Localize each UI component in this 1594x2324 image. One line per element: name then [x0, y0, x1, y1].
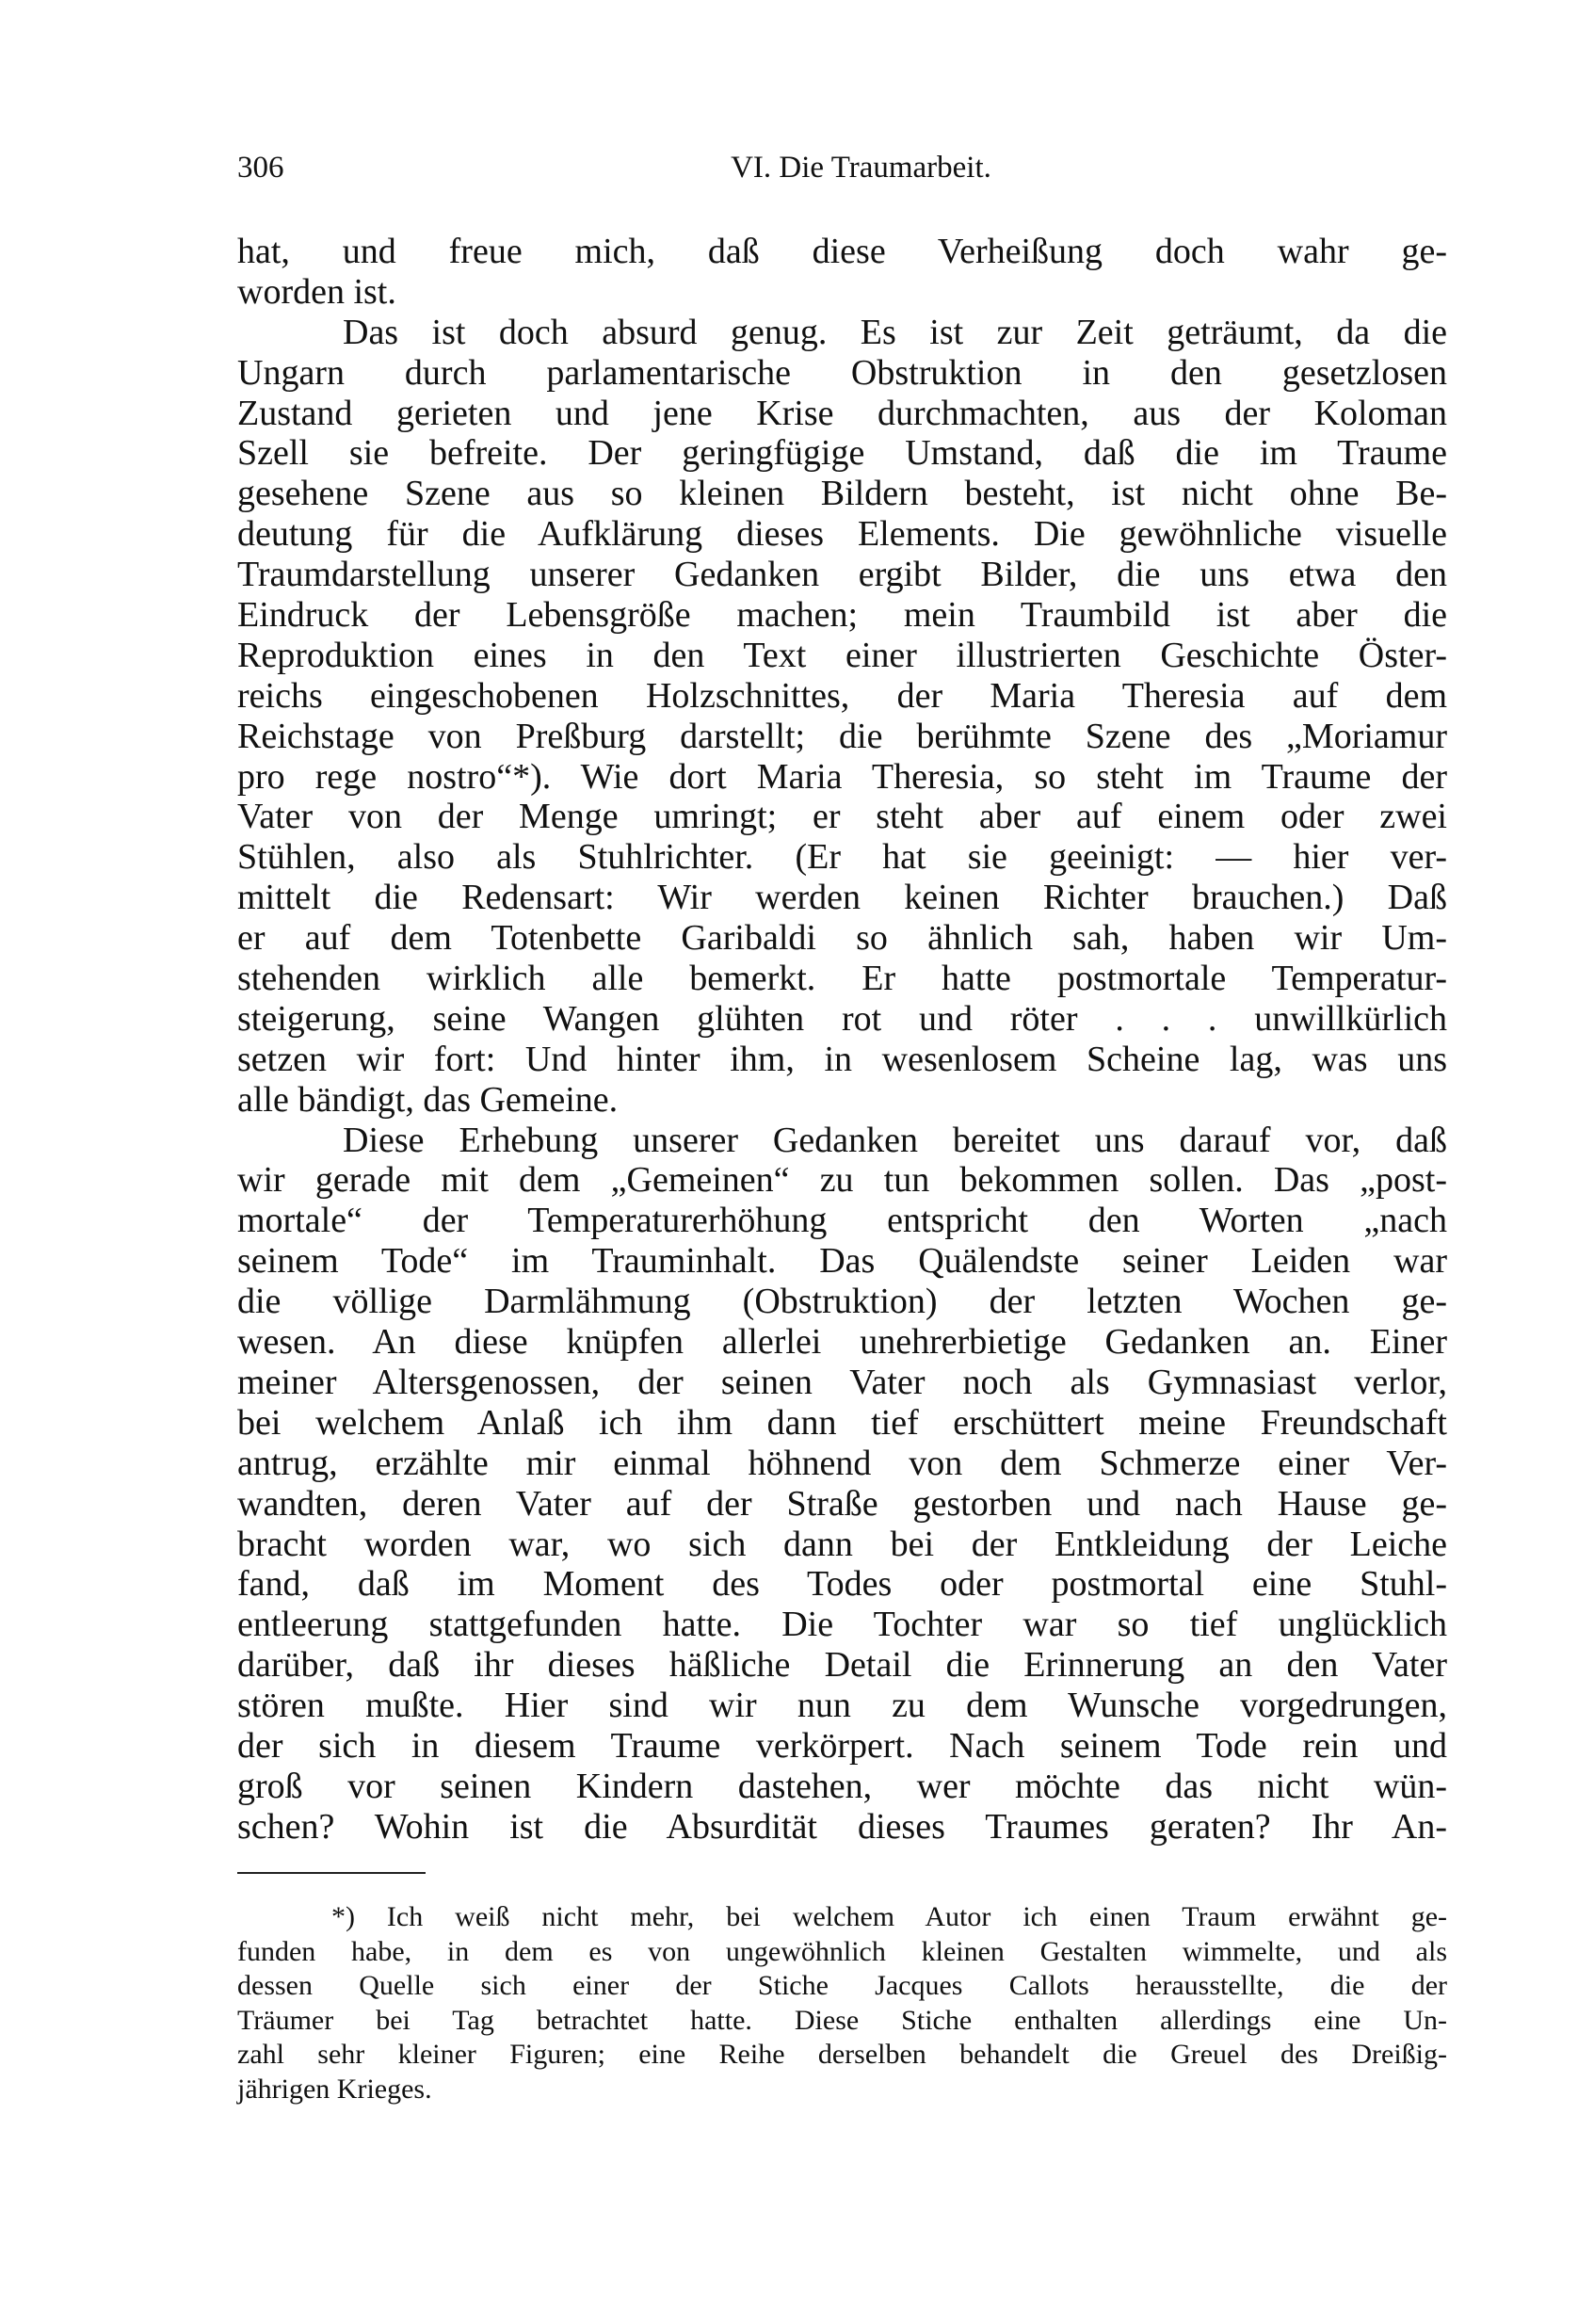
text-line: Diese Erhebung unserer Gedanken bereitet uns darauf vor, daß	[343, 1120, 1447, 1160]
text-line: er auf dem Totenbette Garibaldi so ähnlich sah, haben wir Um-	[237, 918, 1447, 959]
text-line: deutung für die Aufklärung dieses Elements. Die gewöhnliche visuelle	[237, 514, 1447, 555]
text-line: Traumdarstellung unserer Gedanken ergibt Bilder, die uns etwa den	[237, 555, 1447, 595]
footnote-line: *) Ich weiß nicht mehr, bei welchem Autor ich einen Traum erwähnt ge-	[331, 1901, 1447, 1932]
text-line: Stühlen, also als Stuhlrichter. (Er hat sie geeinigt: — hier ver-	[237, 837, 1447, 878]
footnote-divider	[237, 1872, 426, 1874]
text-line: seinem Tode“ im Trauminhalt. Das Quälendste seiner Leiden war	[237, 1241, 1447, 1282]
text-line: reichs eingeschobenen Holzschnittes, der Maria Theresia auf dem	[237, 675, 1447, 716]
text-line: stören mußte. Hier sind wir nun zu dem Wunsche vorgedrungen,	[237, 1686, 1447, 1726]
text-line: schen? Wohin ist die Absurdität dieses Traumes geraten? Ihr An-	[237, 1806, 1447, 1847]
text-line: worden ist.	[237, 271, 396, 312]
text-line: pro rege nostro“*). Wie dort Maria Theresia, so steht im Traume der	[237, 756, 1447, 797]
footnote-line: zahl sehr kleiner Figuren; eine Reihe derselben behandelt die Greuel des Dreißig-	[237, 2039, 1447, 2070]
text-line: stehenden wirklich alle bemerkt. Er hatte postmortale Temperatur-	[237, 959, 1447, 999]
footnote-line: funden habe, in dem es von ungewöhnlich kleinen Gestalten wimmelte, und als	[237, 1935, 1447, 1967]
text-line: der sich in diesem Traume verkörpert. Nach seinem Tode rein und	[237, 1725, 1447, 1766]
text-line: entleerung stattgefunden hatte. Die Tochter war so tief unglücklich	[237, 1605, 1447, 1645]
text-line: Szell sie befreite. Der geringfügige Umstand, daß die im Traume	[237, 433, 1447, 474]
text-line: wandten, deren Vater auf der Straße gestorben und nach Hause ge-	[237, 1483, 1447, 1524]
text-line: darüber, daß ihr dieses häßliche Detail die Erinnerung an den Vater	[237, 1645, 1447, 1686]
text-line: Das ist doch absurd genug. Es ist zur Zeit geträumt, da die	[343, 312, 1447, 352]
page-number: 306	[237, 151, 284, 185]
text-line: die völlige Darmlähmung (Obstruktion) der letzten Wochen ge-	[237, 1282, 1447, 1322]
body-text	[237, 232, 1447, 1848]
text-line: antrug, erzählte mir einmal höhnend von dem Schmerze einer Ver-	[237, 1443, 1447, 1483]
footnote	[237, 1900, 1447, 2106]
text-line: Reproduktion eines in den Text einer illustrierten Geschichte Öster-	[237, 635, 1447, 675]
footnote-line: dessen Quelle sich einer der Stiche Jacques Callots herausstellte, die der	[237, 1970, 1447, 2001]
text-line: setzen wir fort: Und hinter ihm, in wesenlosem Scheine lag, was uns	[237, 1039, 1447, 1079]
text-line: alle bändigt, das Gemeine.	[237, 1079, 619, 1120]
text-line: meiner Altersgenossen, der seinen Vater noch als Gymnasiast verlor,	[237, 1362, 1447, 1402]
text-line: Eindruck der Lebensgröße machen; mein Traumbild ist aber die	[237, 595, 1447, 636]
text-line: Zustand gerieten und jene Krise durchmachten, aus der Koloman	[237, 393, 1447, 433]
text-line: wesen. An diese knüpfen allerlei unehrerbietige Gedanken an. Einer	[237, 1322, 1447, 1363]
running-title: VI. Die Traumarbeit.	[731, 151, 991, 185]
text-line: groß vor seinen Kindern dastehen, wer möchte das nicht wün-	[237, 1766, 1447, 1806]
text-line: mittelt die Redensart: Wir werden keinen Richter brauchen.) Daß	[237, 878, 1447, 918]
text-line: hat, und freue mich, daß diese Verheißung doch wahr ge-	[237, 232, 1447, 271]
footnote-line: Träumer bei Tag betrachtet hatte. Diese Stiche enthalten allerdings eine Un-	[237, 2004, 1447, 2036]
text-line: bracht worden war, wo sich dann bei der Entkleidung der Leiche	[237, 1524, 1447, 1564]
text-line: wir gerade mit dem „Gemeinen“ zu tun bekommen sollen. Das „post-	[237, 1160, 1447, 1201]
text-line: mortale“ der Temperaturerhöhung entspricht den Worten „nach	[237, 1201, 1447, 1241]
text-line: gesehene Szene aus so kleinen Bildern besteht, ist nicht ohne Be-	[237, 474, 1447, 514]
text-line: fand, daß im Moment des Todes oder postmortal eine Stuhl-	[237, 1564, 1447, 1605]
running-header	[237, 151, 1447, 188]
text-line: Vater von der Menge umringt; er steht aber auf einem oder zwei	[237, 797, 1447, 837]
text-line: Reichstage von Preßburg darstellt; die berühmte Szene des „Moriamur	[237, 716, 1447, 756]
text-line: bei welchem Anlaß ich ihm dann tief erschüttert meine Freundschaft	[237, 1402, 1447, 1443]
text-line: steigerung, seine Wangen glühten rot und röter . . . unwillkürlich	[237, 998, 1447, 1039]
text-line: Ungarn durch parlamentarische Obstruktion in den gesetzlosen	[237, 352, 1447, 393]
footnote-line: jährigen Krieges.	[237, 2073, 432, 2105]
